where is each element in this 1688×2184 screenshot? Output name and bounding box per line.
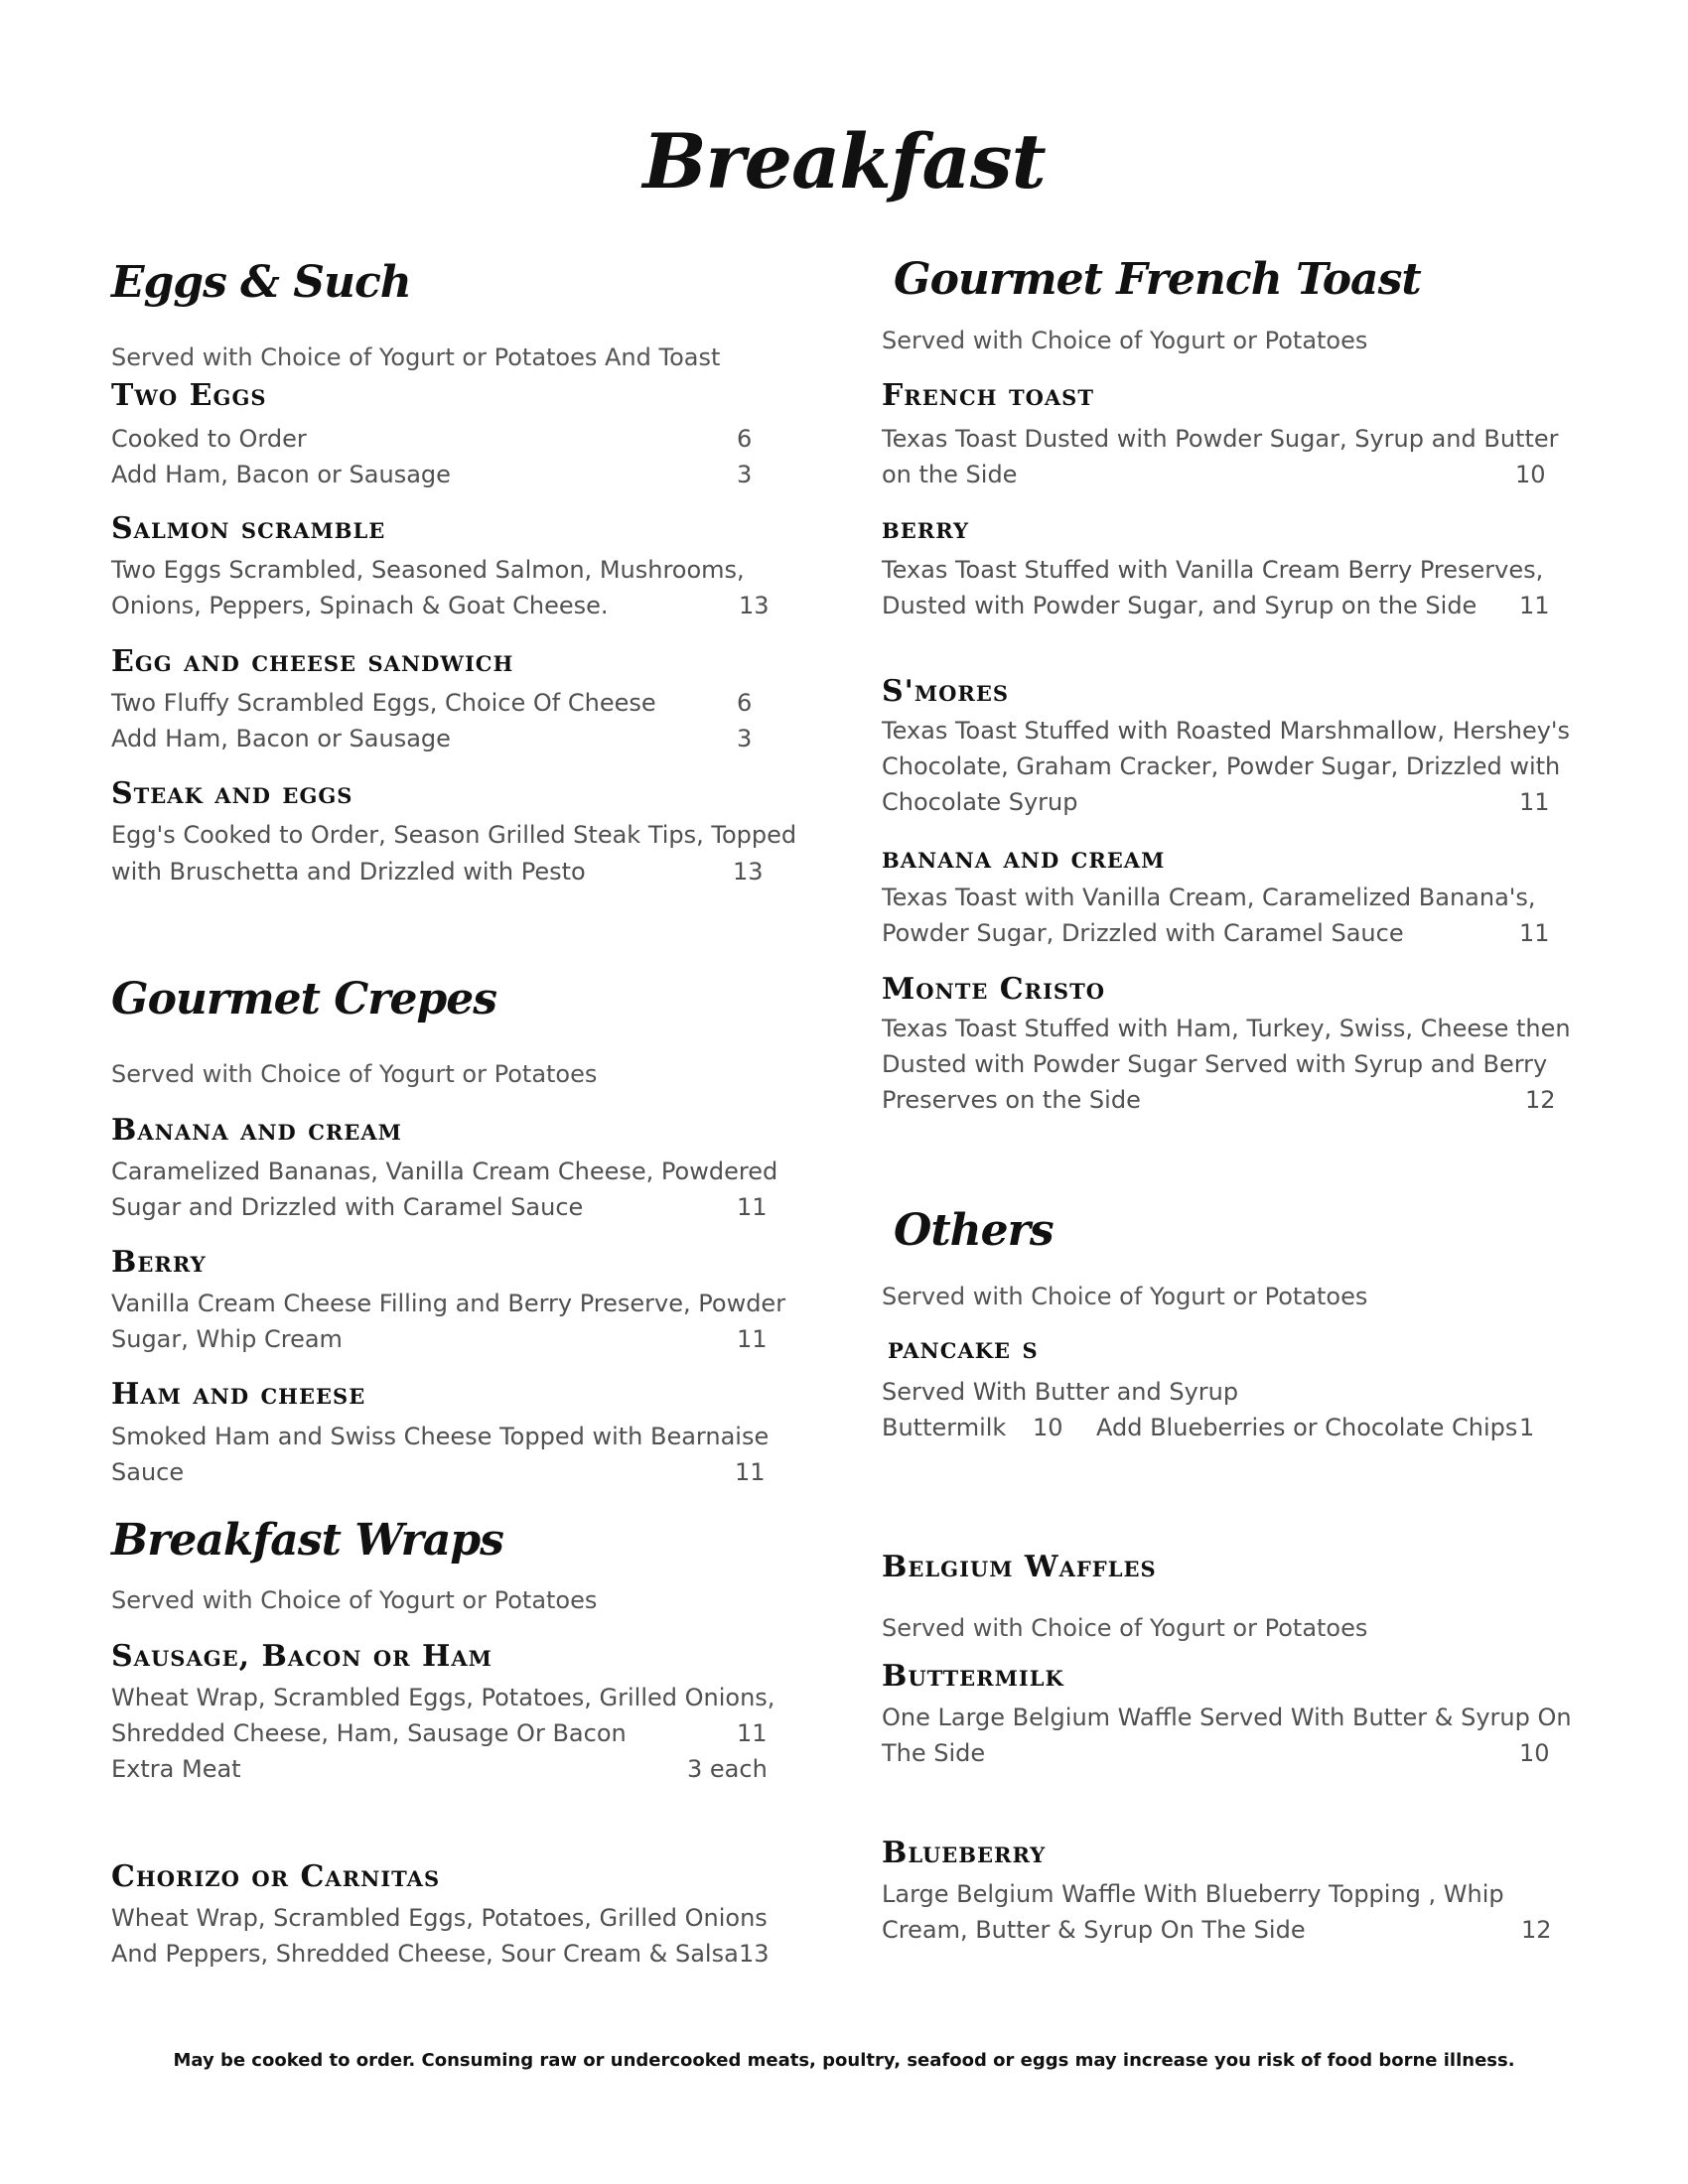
item-price: 12 (1521, 1916, 1552, 1944)
item-price: 6 (737, 425, 753, 453)
item-line: The Side (882, 1739, 986, 1767)
item-name-chorizo-carnitas-wrap: Chorizo or Carnitas (111, 1859, 441, 1894)
section-title-eggs: Eggs & Such (111, 257, 411, 308)
item-price: 11 (735, 1458, 766, 1486)
item-line: Smoked Ham and Swiss Cheese Topped with Bearnaise (111, 1423, 770, 1450)
item-line: Vanilla Cream Cheese Filling and Berry Preserve, Powder (111, 1290, 786, 1317)
item-line: Shredded Cheese, Ham, Sausage Or Bacon (111, 1719, 627, 1747)
item-line: Onions, Peppers, Spinach & Goat Cheese. (111, 592, 609, 619)
section-note-others: Served with Choice of Yogurt or Potatoes (882, 1283, 1368, 1310)
item-line: One Large Belgium Waffle Served With Butter & Syrup On (882, 1704, 1572, 1731)
item-line: Two Eggs Scrambled, Seasoned Salmon, Mushrooms, (111, 556, 745, 584)
item-name-berry-crepe: Berry (111, 1245, 207, 1280)
item-price: 12 (1525, 1086, 1556, 1114)
item-line: Powder Sugar, Drizzled with Caramel Sauce (882, 919, 1404, 947)
item-line: Texas Toast Stuffed with Ham, Turkey, Swiss, Cheese then (882, 1015, 1571, 1042)
footer-disclaimer: May be cooked to order. Consuming raw or undercooked meats, poultry, seafood or eggs may increase you risk of food borne illness. (173, 2050, 1515, 2071)
item-price: 10 (1515, 461, 1546, 488)
section-title-waffles: Belgium Waffles (882, 1550, 1157, 1584)
item-price: 11 (1519, 919, 1550, 947)
section-note-eggs: Served with Choice of Yogurt or Potatoes And Toast (111, 343, 721, 371)
item-line: Texas Toast with Vanilla Cream, Caramelized Banana's, (882, 884, 1536, 911)
section-note-waffles: Served with Choice of Yogurt or Potatoes (882, 1614, 1368, 1642)
item-name-steak-eggs: Steak and eggs (111, 776, 353, 811)
section-note-french-toast: Served with Choice of Yogurt or Potatoes (882, 327, 1368, 354)
item-name-banana-cream-crepe: Banana and cream (111, 1113, 402, 1148)
section-title-others: Others (894, 1205, 1054, 1256)
item-name-smores: S'mores (882, 674, 1010, 709)
item-line: Cooked to Order (111, 425, 307, 453)
item-line: Chocolate, Graham Cracker, Powder Sugar, Drizzled with (882, 752, 1561, 780)
item-price: 3 each (687, 1755, 768, 1783)
item-line: Sugar and Drizzled with Caramel Sauce (111, 1193, 584, 1221)
item-price: 3 (737, 725, 753, 752)
item-name-salmon-scramble: Salmon scramble (111, 511, 386, 546)
pancake-buttermilk: Buttermilk (882, 1414, 1007, 1441)
item-line: Two Fluffy Scrambled Eggs, Choice Of Cheese (111, 689, 656, 717)
item-name-banana-cream-toast: banana and cream (882, 841, 1166, 876)
section-note-crepes: Served with Choice of Yogurt or Potatoes (111, 1060, 598, 1088)
section-title-french-toast: Gourmet French Toast (894, 254, 1421, 305)
item-price: 11 (1519, 592, 1550, 619)
item-line: Add Ham, Bacon or Sausage (111, 725, 451, 752)
item-name-egg-cheese-sandwich: Egg and cheese sandwich (111, 644, 514, 679)
item-line: Sauce (111, 1458, 185, 1486)
section-title-crepes: Gourmet Crepes (111, 974, 497, 1024)
item-line: Large Belgium Waffle With Blueberry Topping , Whip (882, 1880, 1504, 1908)
item-price: 11 (737, 1193, 768, 1221)
item-price: 11 (737, 1325, 768, 1353)
pancake-buttermilk-price: 10 (1033, 1414, 1063, 1441)
item-name-two-eggs: Two Eggs (111, 378, 267, 413)
pancake-addon: Add Blueberries or Chocolate Chips (1096, 1414, 1518, 1441)
item-line: Wheat Wrap, Scrambled Eggs, Potatoes, Grilled Onions (111, 1904, 768, 1932)
item-line: Dusted with Powder Sugar Served with Syrup and Berry (882, 1050, 1548, 1078)
item-name-blueberry-waffle: Blueberry (882, 1836, 1047, 1870)
item-price: 13 (733, 858, 764, 886)
item-name-monte-cristo: Monte Cristo (882, 972, 1106, 1007)
item-line: Dusted with Powder Sugar, and Syrup on the Side (882, 592, 1477, 619)
item-line: Extra Meat (111, 1755, 241, 1783)
item-line: Wheat Wrap, Scrambled Eggs, Potatoes, Grilled Onions, (111, 1684, 775, 1711)
item-line: Cream, Butter & Syrup On The Side (882, 1916, 1306, 1944)
item-line: on the Side (882, 461, 1018, 488)
item-line: Chocolate Syrup (882, 788, 1078, 816)
item-line: Sugar, Whip Cream (111, 1325, 343, 1353)
item-line: Texas Toast Dusted with Powder Sugar, Syrup and Butter (882, 425, 1559, 453)
item-line: with Bruschetta and Drizzled with Pesto (111, 858, 586, 886)
item-name-french-toast: French toast (882, 378, 1094, 413)
item-line: Preserves on the Side (882, 1086, 1141, 1114)
item-line: Caramelized Bananas, Vanilla Cream Cheese, Powdered (111, 1158, 778, 1185)
item-name-sausage-bacon-ham-wrap: Sausage, Bacon or Ham (111, 1639, 492, 1674)
item-line: Egg's Cooked to Order, Season Grilled Steak Tips, Topped (111, 821, 797, 849)
section-note-wraps: Served with Choice of Yogurt or Potatoes (111, 1586, 598, 1614)
item-price: 6 (737, 689, 753, 717)
item-name-pancakes: pancake s (888, 1331, 1039, 1366)
pancake-addon-price: 1 (1519, 1414, 1535, 1441)
item-price: 11 (737, 1719, 768, 1747)
item-price: 11 (1519, 788, 1550, 816)
item-line: Texas Toast Stuffed with Vanilla Cream Berry Preserves, (882, 556, 1544, 584)
page-title: Breakfast (642, 117, 1046, 205)
item-line: Served With Butter and Syrup (882, 1378, 1239, 1406)
item-name-berry-toast: berry (882, 511, 970, 546)
item-name-buttermilk-waffle: Buttermilk (882, 1659, 1064, 1694)
item-line: And Peppers, Shredded Cheese, Sour Cream & Salsa (111, 1940, 739, 1968)
item-price: 13 (739, 592, 770, 619)
item-price: 3 (737, 461, 753, 488)
item-name-ham-cheese-crepe: Ham and cheese (111, 1377, 366, 1412)
item-price: 13 (739, 1940, 770, 1968)
section-title-wraps: Breakfast Wraps (111, 1515, 503, 1566)
item-line: Add Ham, Bacon or Sausage (111, 461, 451, 488)
item-price: 10 (1519, 1739, 1550, 1767)
item-line: Texas Toast Stuffed with Roasted Marshmallow, Hershey's (882, 717, 1571, 745)
